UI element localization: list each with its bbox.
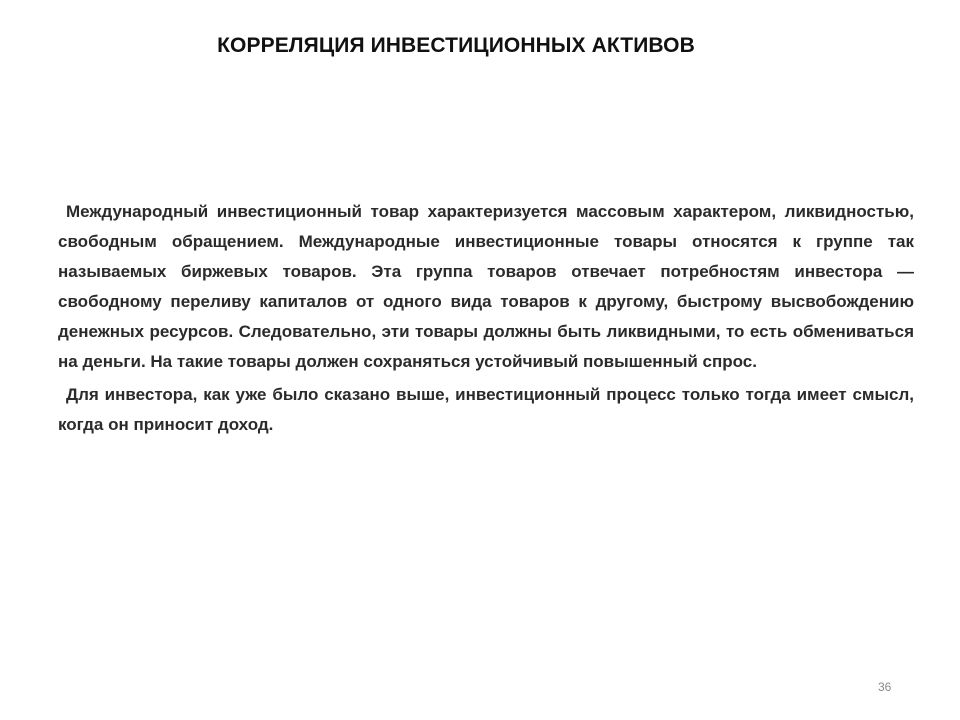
slide-body — [58, 197, 914, 440]
paragraph-investment-goods: Международный инвестиционный товар характеризуется массовым характером, ликвидностью, свободным обращением. Международные инвестиционные товары относятся к группе так называемых биржевых товаров. Эта группа товаров отвечает потребностям инвестора — свободному переливу капиталов от одного вида товаров к другому, быстрому высвобождению денежных ресурсов. Следовательно, эти товары должны быть ликвидными, то есть обмениваться на деньги. На такие товары должен сохраняться устойчивый повышенный спрос. — [58, 202, 914, 371]
paragraph-investor-income: Для инвестора, как уже было сказано выше, инвестиционный процесс только тогда имеет смысл, когда он приносит доход. — [58, 385, 914, 434]
slide-title: КОРРЕЛЯЦИЯ ИНВЕСТИЦИОННЫХ АКТИВОВ — [217, 34, 695, 57]
page-number: 36 — [878, 680, 892, 694]
